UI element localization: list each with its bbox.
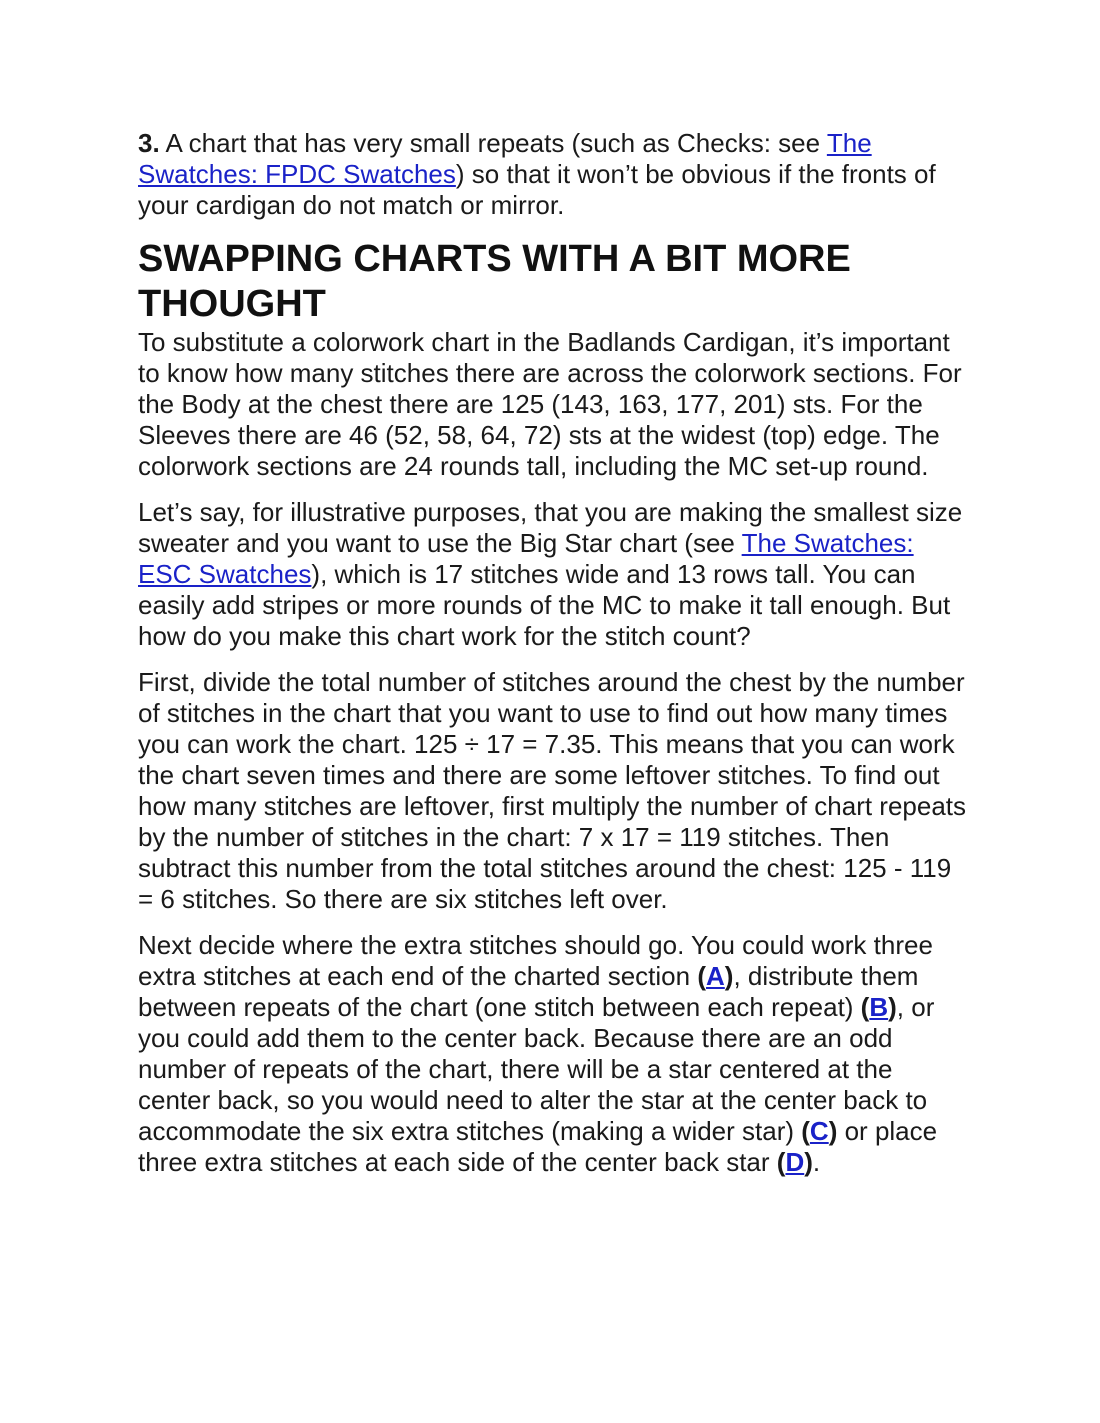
figure-c-link[interactable]: C — [809, 1116, 829, 1146]
intro-paragraph — [138, 128, 968, 221]
paragraph-4 — [138, 930, 968, 1178]
paren-open-d: ( — [776, 1147, 786, 1177]
paren-open-b: ( — [860, 992, 870, 1022]
paren-open-a: ( — [697, 961, 707, 991]
paren-open-c: ( — [801, 1116, 810, 1146]
paragraph-4-text-2: , distribute them between repeats of the chart (one stitch between each repeat) — [138, 961, 919, 1022]
esc-swatches-link[interactable]: The Swatches: ESC Swatches — [138, 528, 914, 589]
paren-close-d: ) — [804, 1147, 813, 1177]
paragraph-4-text-4: or place three extra stitches at each side of the center back star — [138, 1116, 938, 1177]
paragraph-2 — [138, 497, 968, 652]
paragraph-2-text: Let’s say, for illustrative purposes, that you are making the smallest size sweater and you want to use the Big Star chart (see — [138, 497, 963, 558]
figure-d-link[interactable]: D — [785, 1147, 805, 1177]
paren-close-a: ) — [724, 961, 734, 991]
paragraph-2-text-end: ), which is 17 stitches wide and 13 rows tall. You can easily add stripes or more rounds of the MC to make it tall enough. But how do you make this chart work for the stitch count? — [138, 559, 951, 651]
paragraph-1: To substitute a colorwork chart in the Badlands Cardigan, it’s important to know how many stitches there are across the colorwork sections. For the Body at the chest there are 125 (143, 163, 177, 201) sts. For the Sleeves there are 46 (52, 58, 64, 72) sts at the widest (top) edge. The colorwork sections are 24 rounds tall, including the MC set-up round. — [138, 327, 962, 481]
figure-b-link[interactable]: B — [869, 992, 889, 1022]
figure-a-link[interactable]: A — [706, 961, 725, 991]
paragraph-4-text-5: . — [812, 1147, 821, 1177]
paragraph-4-text-1: Next decide where the extra stitches should go. You could work three extra stitches at each end of the charted section — [138, 930, 933, 991]
intro-text-end: ) so that it won’t be obvious if the fronts of your cardigan do not match or mirror. — [138, 159, 936, 220]
paragraph-4-text-3: , or you could add them to the center back. Because there are an odd number of repeats of the chart, there will be a star centered at the center back, so you would need to alter the star at the center back to accommodate the six extra stitches (making a wider star) — [138, 992, 935, 1146]
intro-text: A chart that has very small repeats (such as Checks: see — [159, 128, 827, 158]
list-number: 3. — [138, 128, 160, 158]
fpdc-swatches-link[interactable]: The Swatches: FPDC Swatches — [138, 128, 872, 189]
paren-close-c: ) — [828, 1116, 838, 1146]
section-heading: SWAPPING CHARTS WITH A BIT MORE THOUGHT — [138, 238, 851, 325]
paren-close-b: ) — [888, 992, 897, 1022]
document-page — [138, 128, 968, 1178]
paragraph-3: First, divide the total number of stitches around the chest by the number of stitches in the chart that you want to use to find out how many times you can work the chart. 125 ÷ 17 = 7.35. This means that you can work the chart seven times and there are some leftover stitches. To find out how many stitches are leftover, first multiply the number of chart repeats by the number of stitches in the chart: 7 x 17 = 119 stitches. Then subtract this number from the total stitches around the chest: 125 - 119 = 6 stitches. So there are six stitches left over. — [138, 667, 967, 914]
